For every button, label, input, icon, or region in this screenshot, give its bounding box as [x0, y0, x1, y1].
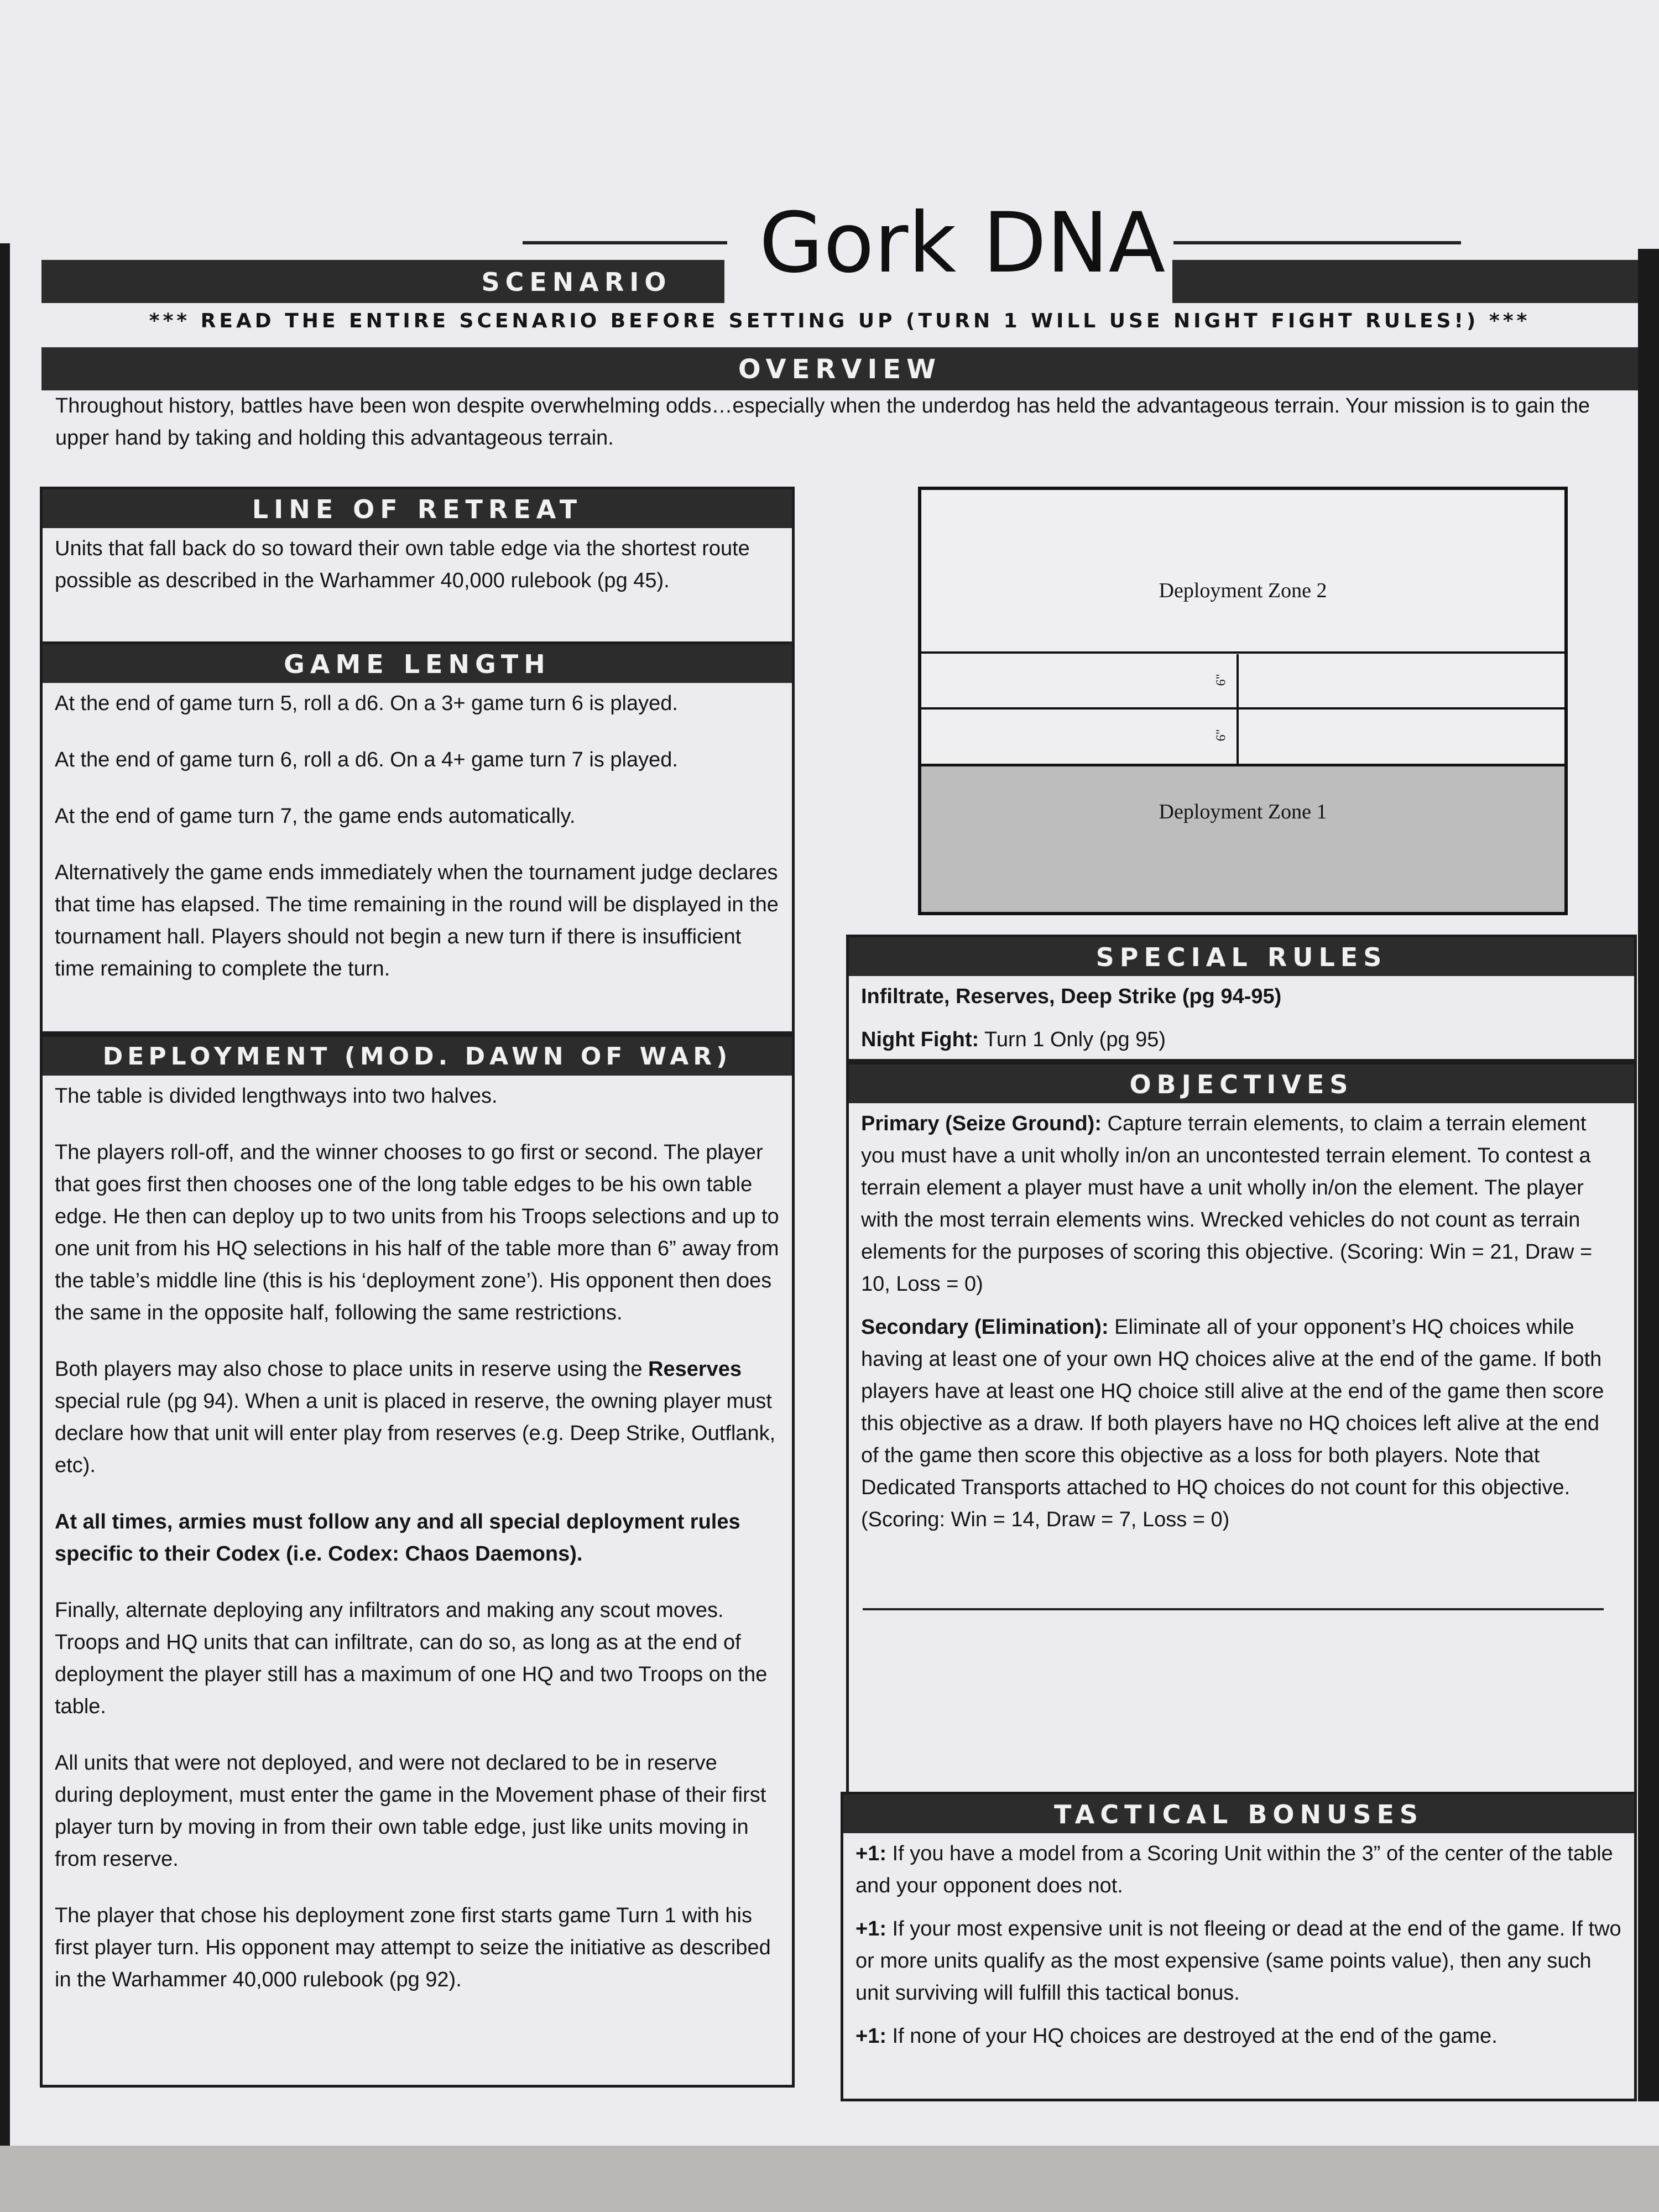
bonus-1: [855, 1838, 1622, 1902]
tactical-bonuses-section: [841, 1792, 1637, 2101]
zone-1-area: [921, 764, 1564, 912]
bonus-3-text: If none of your HQ choices are destroyed at the end of the game.: [886, 2025, 1498, 2048]
line-of-retreat-text: Units that fall back do so toward their own table edge via the shortest route possible as described in the Warhammer 40,000 rulebook (pg 45).: [55, 537, 750, 592]
bonus-2-label: +1:: [855, 1917, 886, 1940]
line-of-retreat-section: [40, 487, 795, 644]
game-length-text: [43, 683, 792, 985]
hand-drawn-underline: [863, 1608, 1604, 1610]
scenario-label-bar: [41, 260, 724, 303]
deployment-text: [43, 1076, 792, 1996]
special-rules-text: [849, 976, 1634, 1056]
deployment-p3: [55, 1353, 780, 1481]
setup-warning: *** READ THE ENTIRE SCENARIO BEFORE SETTING UP (TURN 1 WILL USE NIGHT FIGHT RULES!) ***: [149, 310, 1531, 332]
primary-objective: [861, 1108, 1622, 1300]
deployment-heading: DEPLOYMENT (MOD. DAWN OF WAR): [43, 1037, 792, 1076]
overview-heading: OVERVIEW: [41, 347, 1638, 390]
line-of-retreat-heading: LINE OF RETREAT: [43, 489, 792, 528]
deployment-map: [918, 487, 1568, 915]
bonus-1-text: If you have a model from a Scoring Unit within the 3” of the center of the table and your opponent does not.: [855, 1842, 1613, 1897]
objectives-heading: OBJECTIVES: [849, 1065, 1634, 1103]
deployment-p7: The player that chose his deployment zone first starts game Turn 1 with his first player turn. His opponent may attempt to seize the initiative as described in the Warhammer 40,000 rulebook (pg 92).: [55, 1904, 771, 1991]
binder-edge-left: [0, 243, 10, 2146]
special-rules-line2: [861, 1024, 1622, 1056]
special-rules-line1: Infiltrate, Reserves, Deep Strike (pg 94-95): [861, 985, 1282, 1008]
title-rule-left: [523, 241, 727, 244]
deployment-p5: Finally, alternate deploying any infiltrators and making any scout moves. Troops and HQ units that can infiltrate, can do so, as long as at the end of deployment the player still has a maximum of one HQ and two Troops on the table.: [55, 1599, 768, 1718]
bonus-2-text: If your most expensive unit is not fleeing or dead at the end of the game. If two or more units qualify as the most expensive (same points value), then any such unit surviving will fulfill this tactical bonus.: [855, 1917, 1621, 2005]
game-length-section: [40, 641, 795, 1034]
zone-2-boundary: [921, 651, 1564, 654]
deployment-p2: The players roll-off, and the winner chooses to go first or second. The player that goes first then chooses one of the long table edges to be his own table edge. He then can deploy up to two units from his Troops selections and up to one unit from his HQ selections in his half of the table more than 6” away from the table’s middle line (this is his ‘deployment zone’). His opponent then does the same in the opposite half, following the same restrictions.: [55, 1141, 779, 1324]
deployment-p4: At all times, armies must follow any and all special deployment rules specific to their Codex (i.e. Codex: Chaos Daemons).: [55, 1510, 740, 1566]
header-right-bar: [1172, 260, 1638, 303]
scenario-title: Gork DNA: [759, 195, 1166, 291]
night-fight-text: Turn 1 Only (pg 95): [979, 1028, 1166, 1051]
bonus-3: [855, 2020, 1622, 2052]
objectives-section: [846, 1062, 1637, 1797]
special-rules-section: [846, 935, 1637, 1062]
binder-edge-right: [1638, 249, 1659, 2101]
objectives-text: [849, 1103, 1634, 1536]
table-midline: [921, 707, 1564, 709]
overview-text: Throughout history, battles have been won despite overwhelming odds…especially when the underdog has held the advantageous terrain. Your mission is to gain the upper hand by taking and holding this advantageous terrain.: [55, 394, 1590, 450]
game-length-p1: At the end of game turn 5, roll a d6. On a 3+ game turn 6 is played.: [55, 692, 678, 715]
title-rule-right: [1173, 241, 1461, 244]
scenario-label: SCENARIO: [481, 267, 672, 297]
special-rules-heading: SPECIAL RULES: [849, 937, 1634, 976]
distance-marker-line: [1237, 654, 1239, 765]
distance-label-bottom: 6": [1214, 729, 1229, 742]
secondary-objective: [861, 1311, 1622, 1536]
secondary-label: Secondary (Elimination):: [861, 1316, 1109, 1339]
game-length-p3: At the end of game turn 7, the game ends automatically.: [55, 805, 576, 828]
deployment-p6: All units that were not deployed, and were not declared to be in reserve during deployment, must enter the game in the Movement phase of their first player turn by moving in from their own table edge, just like units moving in from reserve.: [55, 1751, 766, 1871]
game-length-p4: Alternatively the game ends immediately when the tournament judge declares that time has elapsed. The time remaining in the round will be displayed in the tournament hall. Players should not begin a new turn if there is insufficient time remaining to complete the turn.: [55, 861, 779, 980]
zone-1-label: Deployment Zone 1: [1159, 800, 1327, 823]
deployment-p3-post: special rule (pg 94). When a unit is placed in reserve, the owning player must declare how that unit will enter play from reserves (e.g. Deep Strike, Outflank, etc).: [55, 1390, 776, 1477]
deployment-section: [40, 1034, 795, 2088]
primary-text: Capture terrain elements, to claim a terrain element you must have a unit wholly in/on an uncontested terrain element. To contest a terrain element a player must have a unit wholly in/on the element. The player with the most terrain elements wins. Wrecked vehicles do not count as terrain elements for the purposes of scoring this objective. (Scoring: Win = 21, Draw = 10, Loss = 0): [861, 1112, 1593, 1296]
secondary-text: Eliminate all of your opponent’s HQ choices while having at least one of your own HQ choices alive at the end of the game. If both players have at least one HQ choice still alive at the end of the game then score this objective as a draw. If both players have no HQ choices left alive at the end of the game then score this objective as a loss for both players. Note that Dedicated Transports attached to HQ choices do not count for this objective. (Scoring: Win = 14, Draw = 7, Loss = 0): [861, 1316, 1604, 1531]
bonus-2: [855, 1913, 1622, 2009]
night-fight-label: Night Fight:: [861, 1028, 979, 1051]
deployment-p3-pre: Both players may also chose to place units in reserve using the: [55, 1358, 649, 1381]
page-bottom-shadow: [0, 2146, 1659, 2212]
tactical-bonuses-heading: TACTICAL BONUSES: [843, 1794, 1634, 1833]
primary-label: Primary (Seize Ground):: [861, 1112, 1102, 1135]
tactical-bonuses-text: [843, 1833, 1634, 2052]
bonus-3-label: +1:: [855, 2025, 886, 2048]
deployment-p1: The table is divided lengthways into two halves.: [55, 1084, 498, 1108]
distance-label-top: 6": [1214, 674, 1229, 686]
bonus-1-label: +1:: [855, 1842, 886, 1865]
zone-2-label: Deployment Zone 2: [1159, 579, 1327, 602]
game-length-heading: GAME LENGTH: [43, 644, 792, 683]
reserves-term: Reserves: [648, 1358, 742, 1381]
game-length-p2: At the end of game turn 6, roll a d6. On a 4+ game turn 7 is played.: [55, 748, 678, 771]
